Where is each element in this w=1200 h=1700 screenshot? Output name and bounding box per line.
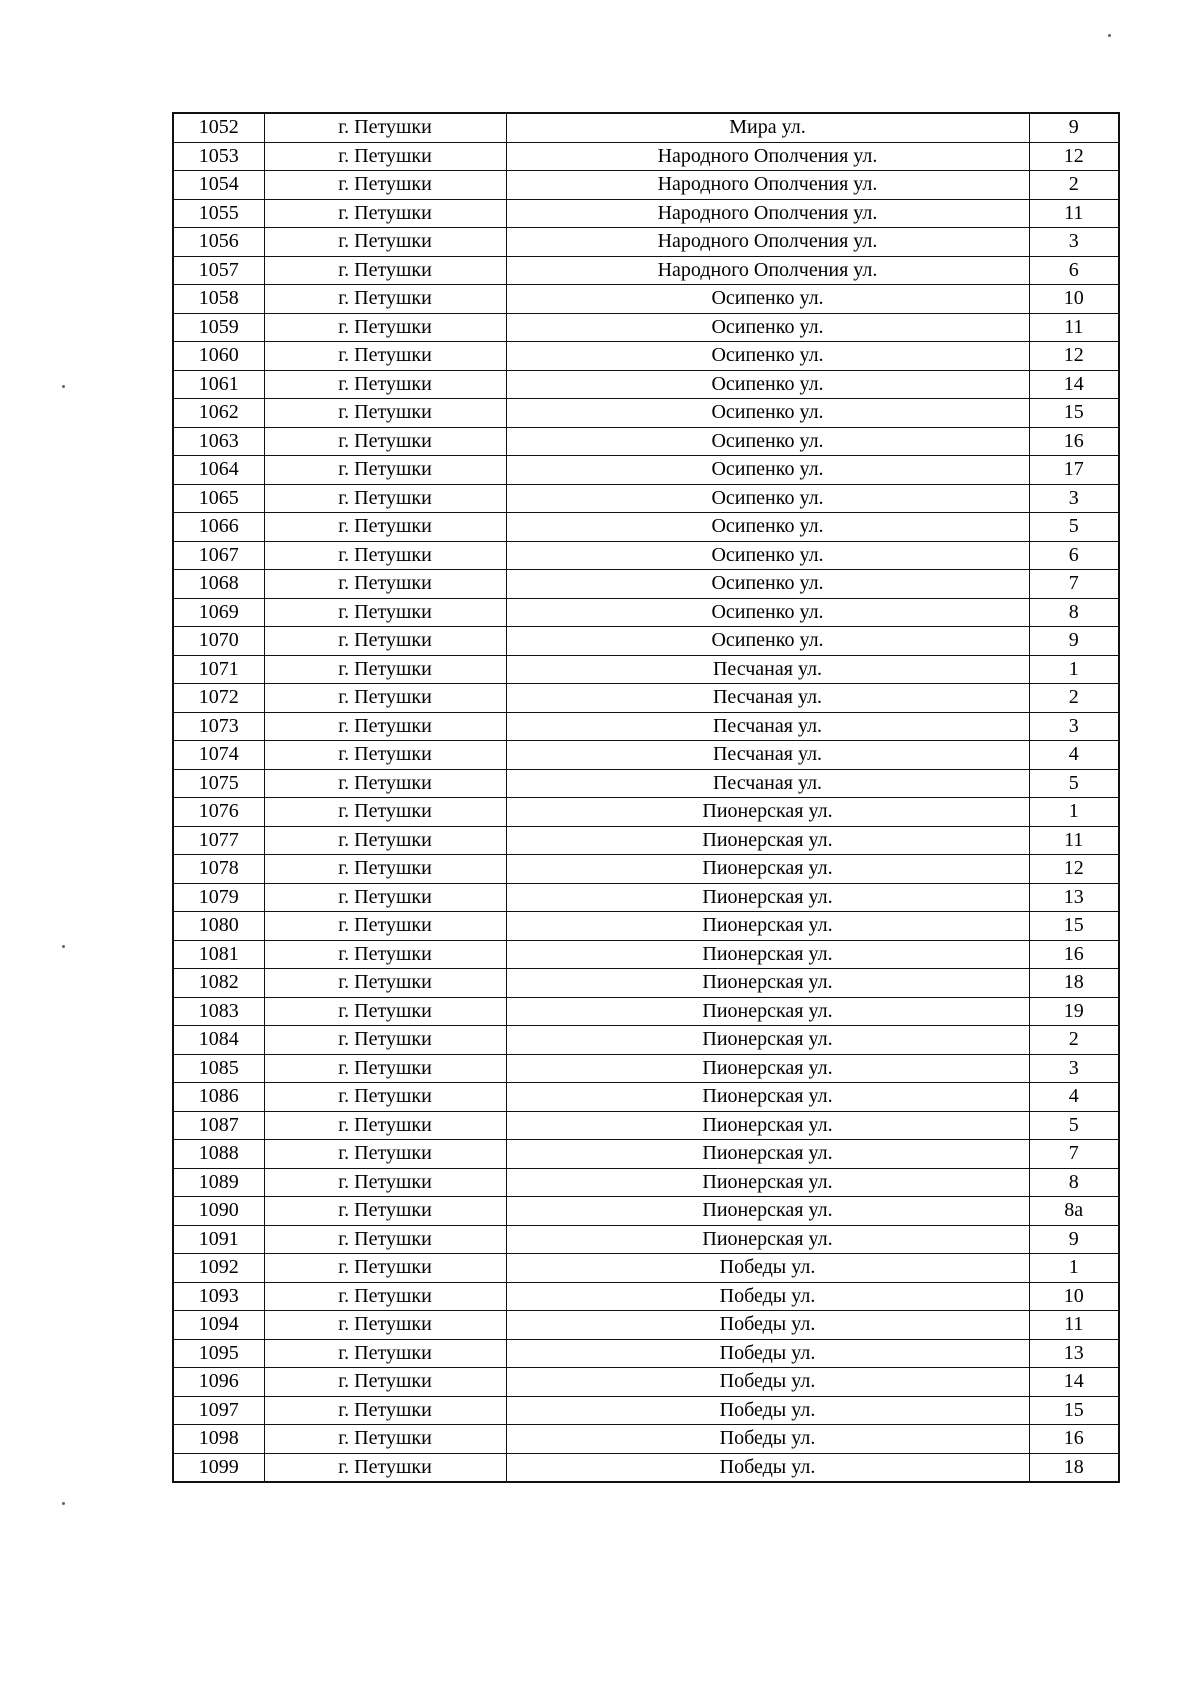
row-number-cell: 1070 — [173, 627, 264, 656]
row-number-cell: 1093 — [173, 1282, 264, 1311]
street-cell: Пионерская ул. — [506, 1140, 1029, 1169]
table-row — [173, 1425, 1119, 1454]
table-row — [173, 1054, 1119, 1083]
scan-speck — [1108, 34, 1111, 37]
house-number-cell: 3 — [1029, 1054, 1119, 1083]
table-row — [173, 256, 1119, 285]
city-cell: г. Петушки — [264, 171, 506, 200]
city-cell: г. Петушки — [264, 228, 506, 257]
city-cell: г. Петушки — [264, 1168, 506, 1197]
city-cell: г. Петушки — [264, 1140, 506, 1169]
table-row — [173, 142, 1119, 171]
row-number-cell: 1091 — [173, 1225, 264, 1254]
row-number-cell: 1095 — [173, 1339, 264, 1368]
table-row — [173, 969, 1119, 998]
house-number-cell: 15 — [1029, 912, 1119, 941]
house-number-cell: 16 — [1029, 427, 1119, 456]
row-number-cell: 1068 — [173, 570, 264, 599]
scan-speck — [62, 385, 65, 388]
table-row — [173, 769, 1119, 798]
city-cell: г. Петушки — [264, 598, 506, 627]
row-number-cell: 1079 — [173, 883, 264, 912]
table-row — [173, 1140, 1119, 1169]
table-row — [173, 285, 1119, 314]
street-cell: Осипенко ул. — [506, 456, 1029, 485]
house-number-cell: 16 — [1029, 940, 1119, 969]
house-number-cell: 13 — [1029, 883, 1119, 912]
street-cell: Осипенко ул. — [506, 484, 1029, 513]
city-cell: г. Петушки — [264, 1282, 506, 1311]
street-cell: Осипенко ул. — [506, 342, 1029, 371]
house-number-cell: 12 — [1029, 142, 1119, 171]
house-number-cell: 13 — [1029, 1339, 1119, 1368]
city-cell: г. Петушки — [264, 199, 506, 228]
row-number-cell: 1081 — [173, 940, 264, 969]
row-number-cell: 1087 — [173, 1111, 264, 1140]
table-row — [173, 855, 1119, 884]
house-number-cell: 1 — [1029, 655, 1119, 684]
house-number-cell: 2 — [1029, 684, 1119, 713]
row-number-cell: 1071 — [173, 655, 264, 684]
city-cell: г. Петушки — [264, 256, 506, 285]
row-number-cell: 1062 — [173, 399, 264, 428]
street-cell: Пионерская ул. — [506, 1197, 1029, 1226]
city-cell: г. Петушки — [264, 541, 506, 570]
table-row — [173, 171, 1119, 200]
house-number-cell: 18 — [1029, 1453, 1119, 1482]
city-cell: г. Петушки — [264, 912, 506, 941]
street-cell: Пионерская ул. — [506, 1026, 1029, 1055]
street-cell: Осипенко ул. — [506, 370, 1029, 399]
city-cell: г. Петушки — [264, 399, 506, 428]
street-cell: Пионерская ул. — [506, 855, 1029, 884]
row-number-cell: 1075 — [173, 769, 264, 798]
house-number-cell: 3 — [1029, 712, 1119, 741]
house-number-cell: 8а — [1029, 1197, 1119, 1226]
house-number-cell: 12 — [1029, 855, 1119, 884]
house-number-cell: 11 — [1029, 313, 1119, 342]
street-cell: Победы ул. — [506, 1282, 1029, 1311]
city-cell: г. Петушки — [264, 1368, 506, 1397]
table-row — [173, 997, 1119, 1026]
house-number-cell: 6 — [1029, 541, 1119, 570]
street-cell: Народного Ополчения ул. — [506, 199, 1029, 228]
house-number-cell: 12 — [1029, 342, 1119, 371]
house-number-cell: 4 — [1029, 1083, 1119, 1112]
house-number-cell: 10 — [1029, 1282, 1119, 1311]
table-row — [173, 456, 1119, 485]
row-number-cell: 1084 — [173, 1026, 264, 1055]
address-register-table — [172, 112, 1120, 1483]
city-cell: г. Петушки — [264, 826, 506, 855]
table-row — [173, 1026, 1119, 1055]
street-cell: Осипенко ул. — [506, 399, 1029, 428]
street-cell: Осипенко ул. — [506, 570, 1029, 599]
street-cell: Победы ул. — [506, 1254, 1029, 1283]
table-row — [173, 741, 1119, 770]
table-row — [173, 826, 1119, 855]
city-cell: г. Петушки — [264, 370, 506, 399]
row-number-cell: 1088 — [173, 1140, 264, 1169]
row-number-cell: 1066 — [173, 513, 264, 542]
street-cell: Осипенко ул. — [506, 313, 1029, 342]
row-number-cell: 1080 — [173, 912, 264, 941]
city-cell: г. Петушки — [264, 1026, 506, 1055]
row-number-cell: 1052 — [173, 113, 264, 142]
street-cell: Пионерская ул. — [506, 826, 1029, 855]
table-row — [173, 940, 1119, 969]
house-number-cell: 18 — [1029, 969, 1119, 998]
row-number-cell: 1067 — [173, 541, 264, 570]
row-number-cell: 1072 — [173, 684, 264, 713]
table-row — [173, 598, 1119, 627]
street-cell: Пионерская ул. — [506, 912, 1029, 941]
row-number-cell: 1056 — [173, 228, 264, 257]
row-number-cell: 1094 — [173, 1311, 264, 1340]
row-number-cell: 1061 — [173, 370, 264, 399]
street-cell: Пионерская ул. — [506, 1083, 1029, 1112]
row-number-cell: 1099 — [173, 1453, 264, 1482]
city-cell: г. Петушки — [264, 1311, 506, 1340]
table-row — [173, 199, 1119, 228]
city-cell: г. Петушки — [264, 1083, 506, 1112]
table-row — [173, 912, 1119, 941]
table-row — [173, 883, 1119, 912]
house-number-cell: 5 — [1029, 513, 1119, 542]
city-cell: г. Петушки — [264, 855, 506, 884]
street-cell: Народного Ополчения ул. — [506, 171, 1029, 200]
house-number-cell: 11 — [1029, 1311, 1119, 1340]
table-row — [173, 513, 1119, 542]
city-cell: г. Петушки — [264, 940, 506, 969]
house-number-cell: 10 — [1029, 285, 1119, 314]
city-cell: г. Петушки — [264, 142, 506, 171]
street-cell: Песчаная ул. — [506, 741, 1029, 770]
table-body — [173, 113, 1119, 1482]
scan-speck — [62, 1502, 65, 1505]
street-cell: Мира ул. — [506, 113, 1029, 142]
table-row — [173, 1396, 1119, 1425]
table-row — [173, 1111, 1119, 1140]
street-cell: Осипенко ул. — [506, 627, 1029, 656]
street-cell: Пионерская ул. — [506, 969, 1029, 998]
street-cell: Песчаная ул. — [506, 769, 1029, 798]
street-cell: Осипенко ул. — [506, 513, 1029, 542]
city-cell: г. Петушки — [264, 570, 506, 599]
house-number-cell: 7 — [1029, 1140, 1119, 1169]
city-cell: г. Петушки — [264, 684, 506, 713]
table-row — [173, 1311, 1119, 1340]
row-number-cell: 1098 — [173, 1425, 264, 1454]
house-number-cell: 9 — [1029, 1225, 1119, 1254]
street-cell: Осипенко ул. — [506, 285, 1029, 314]
street-cell: Пионерская ул. — [506, 1054, 1029, 1083]
table-row — [173, 1453, 1119, 1482]
row-number-cell: 1089 — [173, 1168, 264, 1197]
street-cell: Пионерская ул. — [506, 940, 1029, 969]
house-number-cell: 6 — [1029, 256, 1119, 285]
street-cell: Осипенко ул. — [506, 541, 1029, 570]
table-row — [173, 370, 1119, 399]
city-cell: г. Петушки — [264, 285, 506, 314]
row-number-cell: 1059 — [173, 313, 264, 342]
row-number-cell: 1096 — [173, 1368, 264, 1397]
city-cell: г. Петушки — [264, 313, 506, 342]
house-number-cell: 19 — [1029, 997, 1119, 1026]
city-cell: г. Петушки — [264, 1054, 506, 1083]
street-cell: Победы ул. — [506, 1453, 1029, 1482]
row-number-cell: 1077 — [173, 826, 264, 855]
table-row — [173, 712, 1119, 741]
house-number-cell: 3 — [1029, 484, 1119, 513]
house-number-cell: 5 — [1029, 1111, 1119, 1140]
row-number-cell: 1092 — [173, 1254, 264, 1283]
row-number-cell: 1063 — [173, 427, 264, 456]
house-number-cell: 3 — [1029, 228, 1119, 257]
street-cell: Песчаная ул. — [506, 655, 1029, 684]
row-number-cell: 1058 — [173, 285, 264, 314]
table-row — [173, 627, 1119, 656]
house-number-cell: 4 — [1029, 741, 1119, 770]
city-cell: г. Петушки — [264, 113, 506, 142]
city-cell: г. Петушки — [264, 1225, 506, 1254]
table-row — [173, 1254, 1119, 1283]
city-cell: г. Петушки — [264, 484, 506, 513]
table-row — [173, 342, 1119, 371]
house-number-cell: 8 — [1029, 598, 1119, 627]
street-cell: Пионерская ул. — [506, 1168, 1029, 1197]
table-row — [173, 1282, 1119, 1311]
city-cell: г. Петушки — [264, 769, 506, 798]
city-cell: г. Петушки — [264, 1339, 506, 1368]
row-number-cell: 1076 — [173, 798, 264, 827]
house-number-cell: 1 — [1029, 1254, 1119, 1283]
city-cell: г. Петушки — [264, 712, 506, 741]
row-number-cell: 1057 — [173, 256, 264, 285]
table-row — [173, 1197, 1119, 1226]
city-cell: г. Петушки — [264, 1254, 506, 1283]
house-number-cell: 8 — [1029, 1168, 1119, 1197]
table-row — [173, 541, 1119, 570]
scan-speck — [62, 945, 65, 948]
street-cell: Песчаная ул. — [506, 712, 1029, 741]
house-number-cell: 15 — [1029, 399, 1119, 428]
house-number-cell: 2 — [1029, 171, 1119, 200]
table-row — [173, 1225, 1119, 1254]
table-row — [173, 570, 1119, 599]
city-cell: г. Петушки — [264, 1197, 506, 1226]
table-row — [173, 228, 1119, 257]
table-row — [173, 399, 1119, 428]
row-number-cell: 1074 — [173, 741, 264, 770]
city-cell: г. Петушки — [264, 798, 506, 827]
table-row — [173, 1368, 1119, 1397]
row-number-cell: 1078 — [173, 855, 264, 884]
row-number-cell: 1054 — [173, 171, 264, 200]
table-row — [173, 655, 1119, 684]
row-number-cell: 1064 — [173, 456, 264, 485]
street-cell: Победы ул. — [506, 1396, 1029, 1425]
street-cell: Народного Ополчения ул. — [506, 228, 1029, 257]
street-cell: Народного Ополчения ул. — [506, 142, 1029, 171]
city-cell: г. Петушки — [264, 456, 506, 485]
table-row — [173, 313, 1119, 342]
street-cell: Пионерская ул. — [506, 1225, 1029, 1254]
row-number-cell: 1097 — [173, 1396, 264, 1425]
city-cell: г. Петушки — [264, 1396, 506, 1425]
row-number-cell: 1060 — [173, 342, 264, 371]
row-number-cell: 1053 — [173, 142, 264, 171]
row-number-cell: 1086 — [173, 1083, 264, 1112]
row-number-cell: 1082 — [173, 969, 264, 998]
street-cell: Песчаная ул. — [506, 684, 1029, 713]
street-cell: Пионерская ул. — [506, 798, 1029, 827]
city-cell: г. Петушки — [264, 342, 506, 371]
house-number-cell: 9 — [1029, 627, 1119, 656]
table-row — [173, 427, 1119, 456]
street-cell: Победы ул. — [506, 1311, 1029, 1340]
street-cell: Осипенко ул. — [506, 427, 1029, 456]
table-row — [173, 684, 1119, 713]
city-cell: г. Петушки — [264, 741, 506, 770]
row-number-cell: 1083 — [173, 997, 264, 1026]
row-number-cell: 1065 — [173, 484, 264, 513]
city-cell: г. Петушки — [264, 427, 506, 456]
house-number-cell: 7 — [1029, 570, 1119, 599]
house-number-cell: 1 — [1029, 798, 1119, 827]
table-row — [173, 484, 1119, 513]
house-number-cell: 9 — [1029, 113, 1119, 142]
house-number-cell: 16 — [1029, 1425, 1119, 1454]
table-row — [173, 113, 1119, 142]
street-cell: Пионерская ул. — [506, 997, 1029, 1026]
street-cell: Осипенко ул. — [506, 598, 1029, 627]
street-cell: Победы ул. — [506, 1425, 1029, 1454]
row-number-cell: 1069 — [173, 598, 264, 627]
street-cell: Победы ул. — [506, 1368, 1029, 1397]
house-number-cell: 2 — [1029, 1026, 1119, 1055]
city-cell: г. Петушки — [264, 627, 506, 656]
city-cell: г. Петушки — [264, 1425, 506, 1454]
city-cell: г. Петушки — [264, 655, 506, 684]
city-cell: г. Петушки — [264, 883, 506, 912]
house-number-cell: 5 — [1029, 769, 1119, 798]
city-cell: г. Петушки — [264, 1453, 506, 1482]
row-number-cell: 1090 — [173, 1197, 264, 1226]
city-cell: г. Петушки — [264, 513, 506, 542]
table-row — [173, 1083, 1119, 1112]
house-number-cell: 11 — [1029, 826, 1119, 855]
row-number-cell: 1073 — [173, 712, 264, 741]
house-number-cell: 17 — [1029, 456, 1119, 485]
street-cell: Победы ул. — [506, 1339, 1029, 1368]
street-cell: Пионерская ул. — [506, 1111, 1029, 1140]
row-number-cell: 1055 — [173, 199, 264, 228]
house-number-cell: 15 — [1029, 1396, 1119, 1425]
house-number-cell: 14 — [1029, 1368, 1119, 1397]
street-cell: Пионерская ул. — [506, 883, 1029, 912]
city-cell: г. Петушки — [264, 1111, 506, 1140]
city-cell: г. Петушки — [264, 969, 506, 998]
city-cell: г. Петушки — [264, 997, 506, 1026]
table-row — [173, 798, 1119, 827]
house-number-cell: 11 — [1029, 199, 1119, 228]
table-row — [173, 1339, 1119, 1368]
row-number-cell: 1085 — [173, 1054, 264, 1083]
street-cell: Народного Ополчения ул. — [506, 256, 1029, 285]
table-row — [173, 1168, 1119, 1197]
house-number-cell: 14 — [1029, 370, 1119, 399]
